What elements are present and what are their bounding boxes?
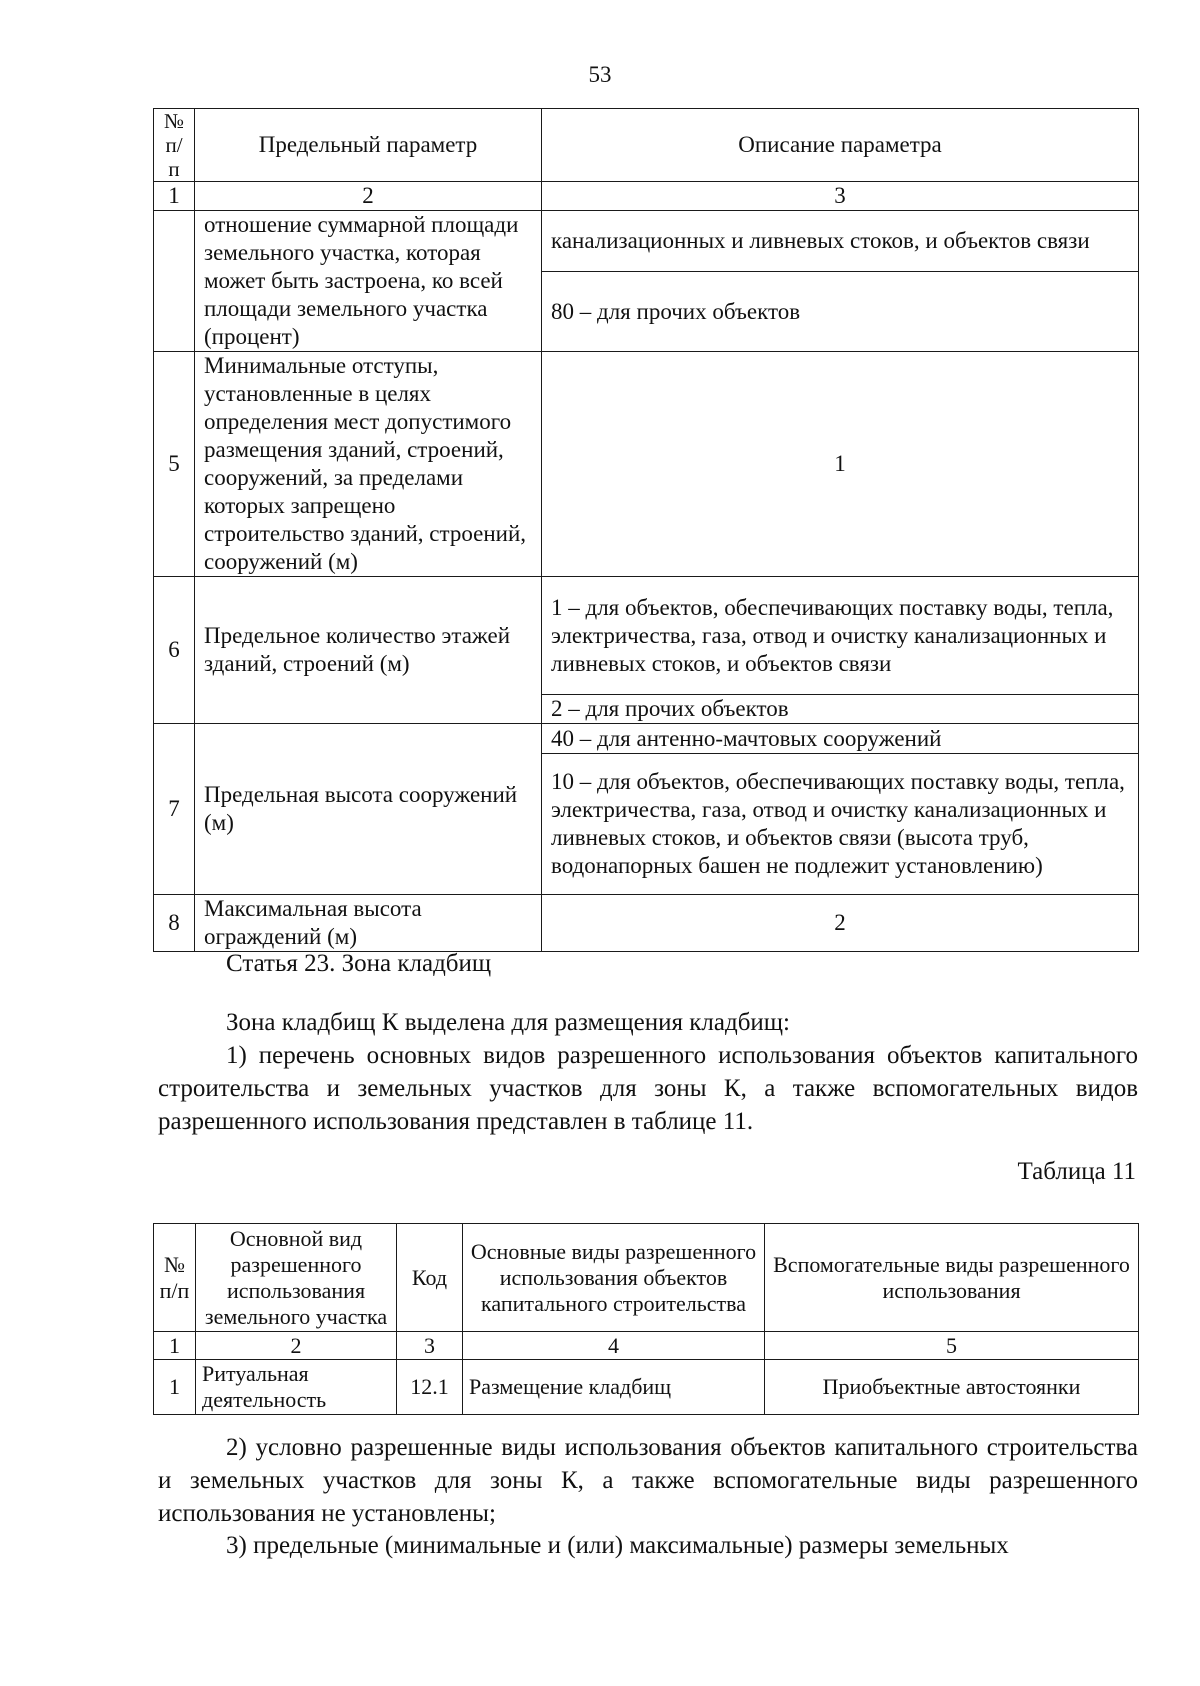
limit-params-table [153,108,1139,952]
column-number-row [154,182,1139,211]
column-number: 4 [463,1332,765,1360]
table-cell: Ритуальная деятельность [196,1360,397,1415]
table-row [154,577,1139,695]
header-cell: Код [397,1224,463,1332]
table-cell: Размещение кладбищ [463,1360,765,1415]
desc-cell: канализационных и ливневых стоков, и объектов связи [542,211,1139,272]
desc-cell: 2 – для прочих объектов [542,695,1139,724]
column-number: 1 [154,1332,196,1360]
header-cell: № п/п [154,1224,196,1332]
table-caption: Таблица 11 [1017,1158,1136,1185]
column-number: 2 [196,1332,397,1360]
paragraph-intro: Зона кладбищ К выделена для размещения кладбищ: [226,1009,790,1036]
desc-cell: 1 [542,352,1139,577]
column-number: 5 [765,1332,1139,1360]
table-row [154,352,1139,577]
article-heading: Статья 23. Зона кладбищ [226,950,492,977]
table-row [154,211,1139,272]
table-row [154,724,1139,754]
paragraph-2: 2) условно разрешенные виды использования объектов капитального строительства и земельных участков для зоны К, а также вспомогательные виды разрешенного использования не установлены; [158,1434,1138,1527]
param-cell: Предельная высота сооружений (м) [195,724,542,895]
row-number: 1 [154,1360,196,1415]
column-number: 1 [154,182,195,211]
header-cell: Основной вид разрешенного использования земельного участка [196,1224,397,1332]
row-number: 5 [154,352,195,577]
row-number [154,211,195,352]
column-number: 3 [397,1332,463,1360]
row-number: 6 [154,577,195,724]
column-number: 3 [542,182,1139,211]
desc-cell: 10 – для объектов, обеспечивающих поставку воды, тепла, электричества, газа, отвод и очистку канализационных и ливневых стоков, и объектов связи (высота труб, водонапорных башен не подлежит установлению) [542,754,1139,895]
param-cell: Предельное количество этажей зданий, строений (м) [195,577,542,724]
paragraph-1: 1) перечень основных видов разрешенного использования объектов капитального строительства и земельных участков для зоны К, а также вспомогательных видов разрешенного использования представлен в таблице 11. [158,1042,1138,1135]
table-cell: 12.1 [397,1360,463,1415]
table-row [154,1360,1139,1415]
table-header-row [154,109,1139,182]
row-number: 7 [154,724,195,895]
page-number: 53 [588,62,612,87]
column-number-row [154,1332,1139,1360]
paragraph-2-block [158,1431,1138,1530]
row-number: 8 [154,895,195,952]
header-cell: № п/п [154,109,195,182]
desc-cell: 1 – для объектов, обеспечивающих поставку воды, тепла, электричества, газа, отвод и очистку канализационных и ливневых стоков, и объектов связи [542,577,1139,695]
column-number: 2 [195,182,542,211]
desc-cell: 40 – для антенно-мачтовых сооружений [542,724,1139,754]
param-cell: Минимальные отступы, установленные в целях определения мест допустимого размещения зданий, строений, сооружений, за пределами которых запрещено строительство зданий, строений, сооружений (м) [195,352,542,577]
table-row [154,895,1139,952]
param-cell: отношение суммарной площади земельного участка, которая может быть застроена, ко всей площади земельного участка (процент) [195,211,542,352]
header-cell: Предельный параметр [195,109,542,182]
header-cell: Вспомогательные виды разрешенного использования [765,1224,1139,1332]
param-cell: Максимальная высота ограждений (м) [195,895,542,952]
table-11 [153,1223,1139,1415]
body-text-block [158,1006,1138,1138]
desc-cell: 80 – для прочих объектов [542,272,1139,352]
table-header-row [154,1224,1139,1332]
paragraph-3-block [158,1529,1138,1562]
header-cell: Описание параметра [542,109,1139,182]
table-cell: Приобъектные автостоянки [765,1360,1139,1415]
desc-cell: 2 [542,895,1139,952]
paragraph-3: 3) предельные (минимальные и (или) максимальные) размеры земельных [226,1532,1009,1559]
header-cell: Основные виды разрешенного использования объектов капитального строительства [463,1224,765,1332]
